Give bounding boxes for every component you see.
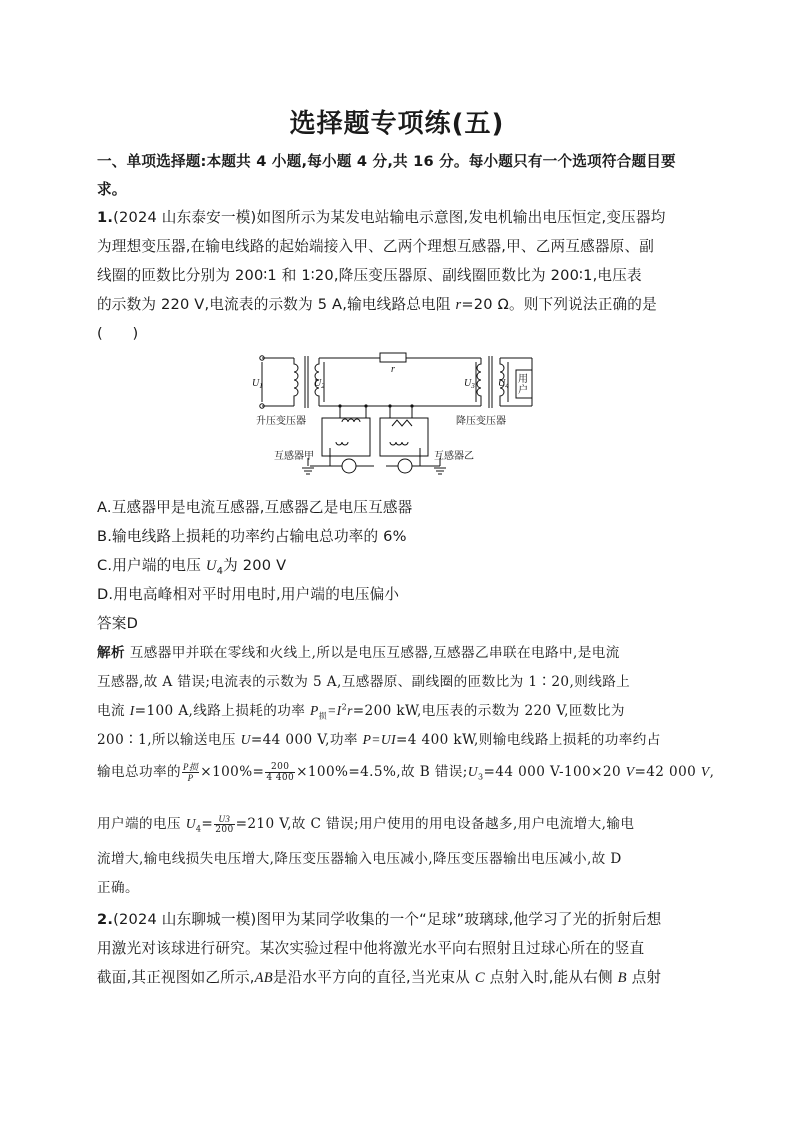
q1-line-2: 为理想变压器,在输电线路的起始端接入甲、乙两个理想互感器,甲、乙两互感器原、副 bbox=[97, 238, 655, 255]
label-step-up: 升压变压器 bbox=[256, 416, 306, 427]
q1-analysis-line-3: 电流 I=100 A,线路上损耗的功率 $P_损=I^2r=200$ kW,电压表的示数为 220 V,匝数比为 bbox=[97, 702, 625, 721]
label-u3: $U_3$ bbox=[464, 378, 475, 390]
q1-line-1: 1.(2024 山东泰安一模)如图所示为某发电站输电示意图,发电机输出电压恒定,变压器均 bbox=[97, 209, 666, 226]
label-step-down: 降压变压器 bbox=[456, 416, 506, 427]
q1-answer-blank: ( ) bbox=[97, 325, 139, 342]
section-heading-line-2: 求。 bbox=[97, 181, 127, 198]
q1-analysis-line-8: 正确。 bbox=[97, 880, 139, 896]
fraction-200-over-4400: $\frac{200}{4 400}$ bbox=[266, 762, 295, 783]
q1-answer: 答案D bbox=[97, 615, 139, 632]
q1-line-4: 的示数为 220 V,电流表的示数为 5 A,输电线路总电阻 r=20 Ω。则下列说法正确的是 bbox=[97, 296, 657, 313]
q2-number: 2. bbox=[97, 911, 114, 928]
q2-line-1: 2.(2024 山东聊城一模)图甲为某同学收集的一个“足球”玻璃球,他学习了光的折射后想 bbox=[97, 911, 662, 928]
label-user-1: 用 bbox=[518, 374, 528, 385]
q2-line-2: 用激光对该球进行研究。某次实验过程中他将激光水平向右照射且过球心所在的竖直 bbox=[97, 940, 645, 957]
page-title: 选择题专项练(五) bbox=[289, 109, 505, 139]
label-transformer-yi: 互感器乙 bbox=[434, 451, 474, 462]
q1-analysis-line-4: 200∶1,所以输送电压 U=44 000 V,功率 P=UI=4 400 kW,则输电线路上损耗的功率约占 bbox=[97, 732, 661, 748]
q1-analysis-line-6: 用户端的电压 $U_4=$ $\frac{U3}{200}$ =210 V,故 C 错误;用户使用的用电设备越多,用户电流增大,输电 bbox=[97, 814, 635, 835]
label-u1: $U_1$ bbox=[252, 378, 263, 390]
q1-option-c: C.用户端的电压 $U_4$为 200 V bbox=[97, 557, 287, 577]
section-heading-line-1: 一、单项选择题:本题共 4 小题,每小题 4 分,共 16 分。每小题只有一个选项符合题目要 bbox=[97, 153, 676, 170]
q1-analysis-line-7: 流增大,输电线损失电压增大,降压变压器输入电压减小,降压变压器输出电压减小,故 D bbox=[97, 851, 622, 867]
q1-line-3: 线圈的匝数比分别为 200∶1 和 1∶20,降压变压器原、副线圈匝数比为 200∶1,电压表 bbox=[97, 267, 642, 284]
label-user-2: 户 bbox=[518, 385, 528, 396]
fraction-u3-over-200: $\frac{U3}{200}$ bbox=[215, 814, 234, 835]
q2-line-3: 截面,其正视图如乙所示,AB是沿水平方向的直径,当光束从 C 点射入时,能从右侧 B 点射 bbox=[97, 969, 662, 986]
label-u2: $U_2$ bbox=[314, 378, 325, 390]
q1-option-b: B.输电线路上损耗的功率约占输电总功率的 6% bbox=[97, 528, 407, 545]
transmission-circuit-figure bbox=[250, 348, 540, 478]
fraction-ploss-over-p: $\frac{\text{P损}}{P}$ bbox=[182, 762, 199, 783]
q1-option-d: D.用电高峰相对平时用电时,用户端的电压偏小 bbox=[97, 586, 400, 603]
q1-analysis-line-5: 输电总功率的 $\frac{\text{P损}}{P}$ ×100%= $\frac{200}{4 400}$ ×100%=4.5%,故 B 错误$;U_3=44$ 000 V-100×20 V=42 000 V, bbox=[97, 762, 715, 783]
q1-analysis-line-1: 解析 互感器甲并联在零线和火线上,所以是电压互感器,互感器乙串联在电路中,是电流 bbox=[97, 645, 620, 661]
label-u4: $U_4$ bbox=[498, 378, 509, 390]
label-resistor-r: r bbox=[391, 364, 395, 375]
q1-analysis-line-2: 互感器,故 A 错误;电流表的示数为 5 A,互感器原、副线圈的匝数比为 1∶20,则线路上 bbox=[97, 674, 631, 690]
q1-option-a: A.互感器甲是电流互感器,互感器乙是电压互感器 bbox=[97, 499, 413, 516]
label-transformer-jia: 互感器甲 bbox=[274, 451, 314, 462]
analysis-tag: 解析 bbox=[97, 645, 125, 661]
q1-number: 1. bbox=[97, 209, 114, 226]
